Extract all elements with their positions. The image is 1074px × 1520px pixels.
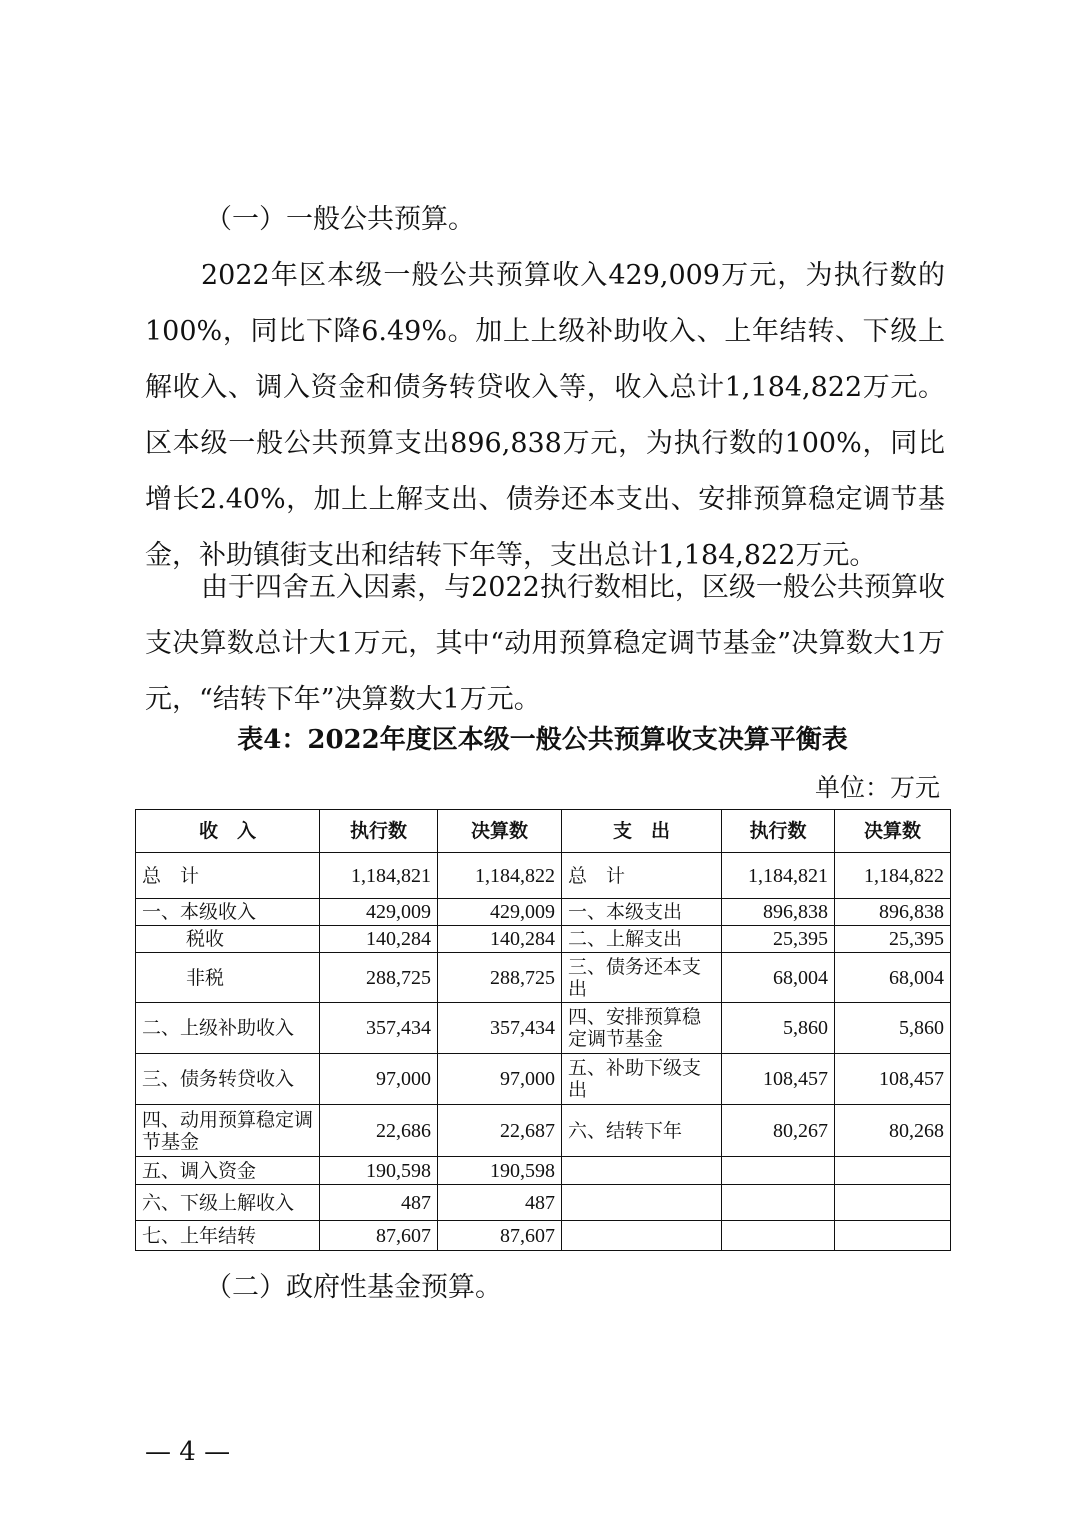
income-label: 非税	[136, 953, 320, 1003]
expenditure-executed: 896,838	[722, 899, 835, 926]
income-label: 总 计	[136, 853, 320, 899]
income-final: 22,687	[438, 1105, 562, 1157]
expenditure-label: 二、上解支出	[562, 926, 722, 953]
income-label: 税收	[136, 926, 320, 953]
expenditure-label: 总 计	[562, 853, 722, 899]
paragraph-rounding-note: 由于四舍五入因素，与2022执行数相比，区级一般公共预算收支决算数总计大1万元，其中“动用预算稳定调节基金”决算数大1万元，“结转下年”决算数大1万元。	[145, 572, 945, 715]
income-executed: 1,184,821	[320, 853, 438, 899]
income-label: 六、下级上解收入	[136, 1185, 320, 1221]
expenditure-final: 1,184,822	[835, 853, 951, 899]
paragraph-budget-summary: 2022年区本级一般公共预算收入429,009万元，为执行数的100%，同比下降6.49%。加上上级补助收入、上年结转、下级上解收入、调入资金和债务转贷收入等，收入总计1,184,822万元。区本级一般公共预算支出896,838万元，为执行数的100%，同比增长2.40%，加上上解支出、债券还本支出、安排预算稳定调节基金，补助镇街支出和结转下年等，支出总计1,184,822万元。	[145, 260, 945, 571]
expenditure-label: 五、补助下级支出	[562, 1054, 722, 1105]
expenditure-executed: 80,267	[722, 1105, 835, 1157]
expenditure-executed: 5,860	[722, 1003, 835, 1054]
income-executed: 288,725	[320, 953, 438, 1003]
table-row	[136, 1105, 951, 1157]
income-executed: 357,434	[320, 1003, 438, 1054]
header-income: 收 入	[136, 810, 320, 853]
section-heading-general-budget: （一）一般公共预算。	[205, 204, 475, 235]
income-label: 一、本级收入	[136, 899, 320, 926]
expenditure-final: 68,004	[835, 953, 951, 1003]
table-row	[136, 1003, 951, 1054]
expenditure-executed: 25,395	[722, 926, 835, 953]
table-row	[136, 1185, 951, 1221]
expenditure-label: 一、本级支出	[562, 899, 722, 926]
page-number: — 4 —	[145, 1437, 231, 1467]
header-expenditure-final: 决算数	[835, 810, 951, 853]
expenditure-final	[835, 1221, 951, 1251]
table-row	[136, 1157, 951, 1185]
table-row	[136, 926, 951, 953]
income-label: 二、上级补助收入	[136, 1003, 320, 1054]
expenditure-final: 5,860	[835, 1003, 951, 1054]
income-final: 288,725	[438, 953, 562, 1003]
expenditure-label: 三、债务还本支出	[562, 953, 722, 1003]
header-expenditure-executed: 执行数	[722, 810, 835, 853]
expenditure-executed: 108,457	[722, 1054, 835, 1105]
table-row	[136, 899, 951, 926]
budget-balance-table	[135, 809, 951, 1251]
income-final: 1,184,822	[438, 853, 562, 899]
income-label: 三、债务转贷收入	[136, 1054, 320, 1105]
section-heading-government-fund-budget: （二）政府性基金预算。	[205, 1272, 502, 1303]
income-label: 四、动用预算稳定调节基金	[136, 1105, 320, 1157]
expenditure-final: 108,457	[835, 1054, 951, 1105]
income-executed: 429,009	[320, 899, 438, 926]
income-executed: 487	[320, 1185, 438, 1221]
income-final: 487	[438, 1185, 562, 1221]
table-row	[136, 1221, 951, 1251]
expenditure-final	[835, 1157, 951, 1185]
header-income-executed: 执行数	[320, 810, 438, 853]
table-header-row	[136, 810, 951, 853]
expenditure-executed: 68,004	[722, 953, 835, 1003]
expenditure-final: 25,395	[835, 926, 951, 953]
expenditure-final: 896,838	[835, 899, 951, 926]
table-row	[136, 1054, 951, 1105]
income-final: 357,434	[438, 1003, 562, 1054]
income-executed: 87,607	[320, 1221, 438, 1251]
unit-label: 单位：万元	[814, 773, 940, 802]
income-executed: 140,284	[320, 926, 438, 953]
expenditure-label	[562, 1185, 722, 1221]
expenditure-label	[562, 1157, 722, 1185]
expenditure-executed: 1,184,821	[722, 853, 835, 899]
table-row	[136, 953, 951, 1003]
expenditure-executed	[722, 1221, 835, 1251]
income-label: 五、调入资金	[136, 1157, 320, 1185]
header-income-final: 决算数	[438, 810, 562, 853]
table-title: 表4：2022年度区本级一般公共预算收支决算平衡表	[237, 725, 848, 755]
expenditure-executed	[722, 1185, 835, 1221]
expenditure-label	[562, 1221, 722, 1251]
income-final: 190,598	[438, 1157, 562, 1185]
income-final: 429,009	[438, 899, 562, 926]
expenditure-label: 四、安排预算稳定调节基金	[562, 1003, 722, 1054]
header-expenditure: 支 出	[562, 810, 722, 853]
income-final: 140,284	[438, 926, 562, 953]
table-row	[136, 853, 951, 899]
expenditure-final	[835, 1185, 951, 1221]
expenditure-executed	[722, 1157, 835, 1185]
income-executed: 22,686	[320, 1105, 438, 1157]
income-final: 97,000	[438, 1054, 562, 1105]
income-final: 87,607	[438, 1221, 562, 1251]
income-executed: 97,000	[320, 1054, 438, 1105]
income-label: 七、上年结转	[136, 1221, 320, 1251]
expenditure-final: 80,268	[835, 1105, 951, 1157]
income-executed: 190,598	[320, 1157, 438, 1185]
expenditure-label: 六、结转下年	[562, 1105, 722, 1157]
